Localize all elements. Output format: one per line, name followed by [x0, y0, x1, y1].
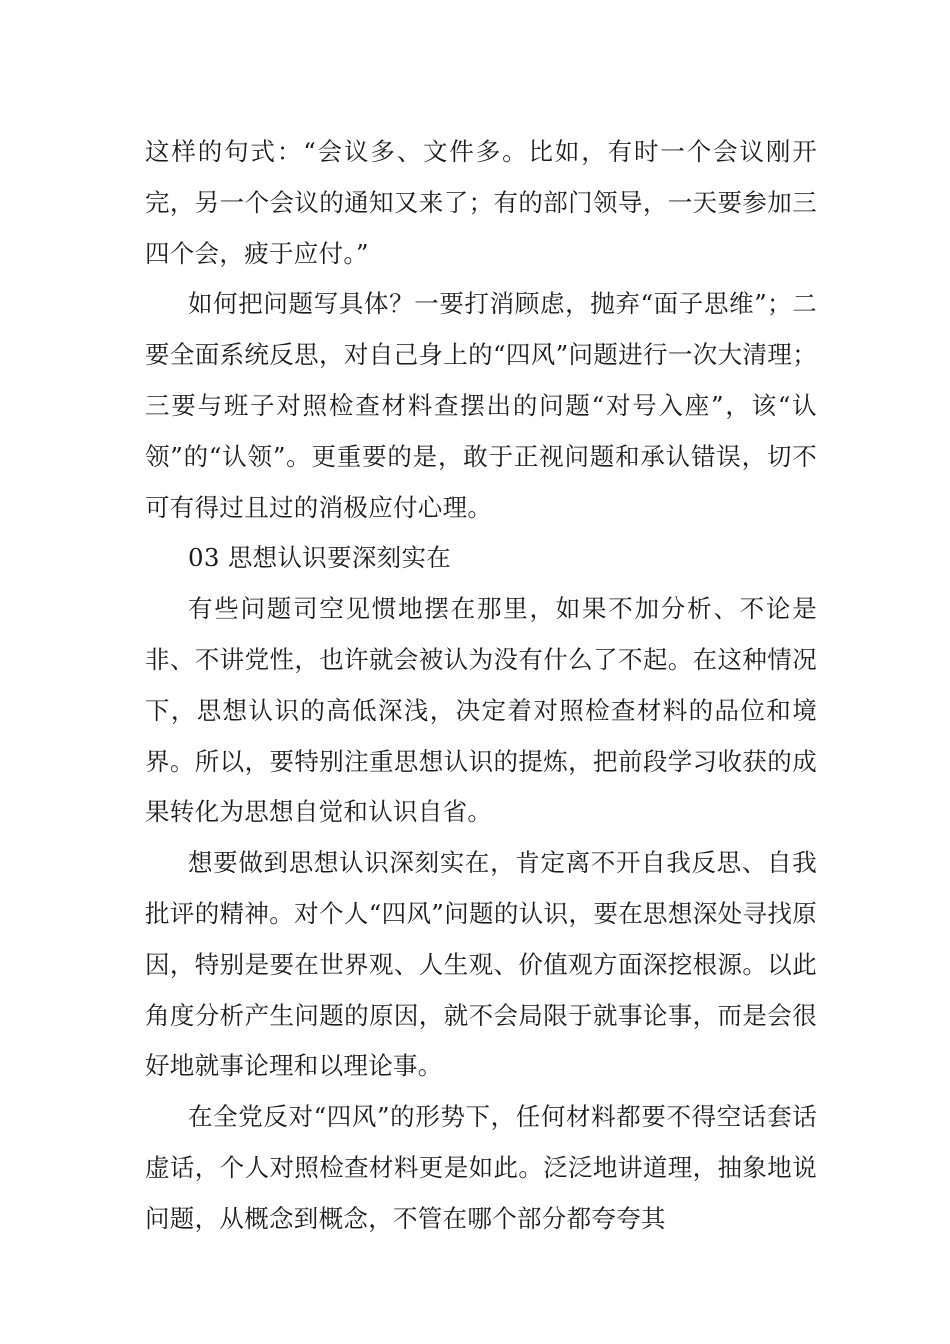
- paragraph-thought-depth: 有些问题司空见惯地摆在那里，如果不加分析、不论是非、不讲党性，也许就会被认为没有什么了不起。在这种情况下，思想认识的高低深浅，决定着对照检查材料的品位和境界。所以，要特别注重思想认识的提炼，把前段学习收获的成果转化为思想自觉和认识自省。: [145, 594, 817, 827]
- paragraph-self-reflection: 想要做到思想认识深刻实在，肯定离不开自我反思、自我批评的精神。对个人“四风”问题的认识，要在思想深处寻找原因，特别是要在世界观、人生观、价值观方面深挖根源。以此角度分析产生问题的原因，就不会局限于就事论事，而是会很好地就事论理和以理论事。: [145, 848, 817, 1081]
- section-heading: 03 思想认识要深刻实在: [188, 543, 452, 573]
- paragraph-no-empty-words: 在全党反对“四风”的形势下，任何材料都要不得空话套话虚话，个人对照检查材料更是如此。泛泛地讲道理，抽象地说问题，从概念到概念，不管在哪个部分都夸夸其: [145, 1102, 817, 1233]
- paragraph-continuation: 这样的句式：“会议多、文件多。比如，有时一个会议刚开完，另一个会议的通知又来了；有的部门领导，一天要参加三四个会，疲于应付。”: [145, 137, 817, 268]
- paragraph-how-to-be-specific: 如何把问题写具体？一要打消顾虑，抛弃“面子思维”；二要全面系统反思，对自己身上的“四风”问题进行一次大清理；三要与班子对照检查材料查摆出的问题“对号入座”，该“认领”的“认领”。更重要的是，敢于正视问题和承认错误，切不可有得过且过的消极应付心理。: [145, 289, 817, 522]
- document-body: [145, 127, 817, 1245]
